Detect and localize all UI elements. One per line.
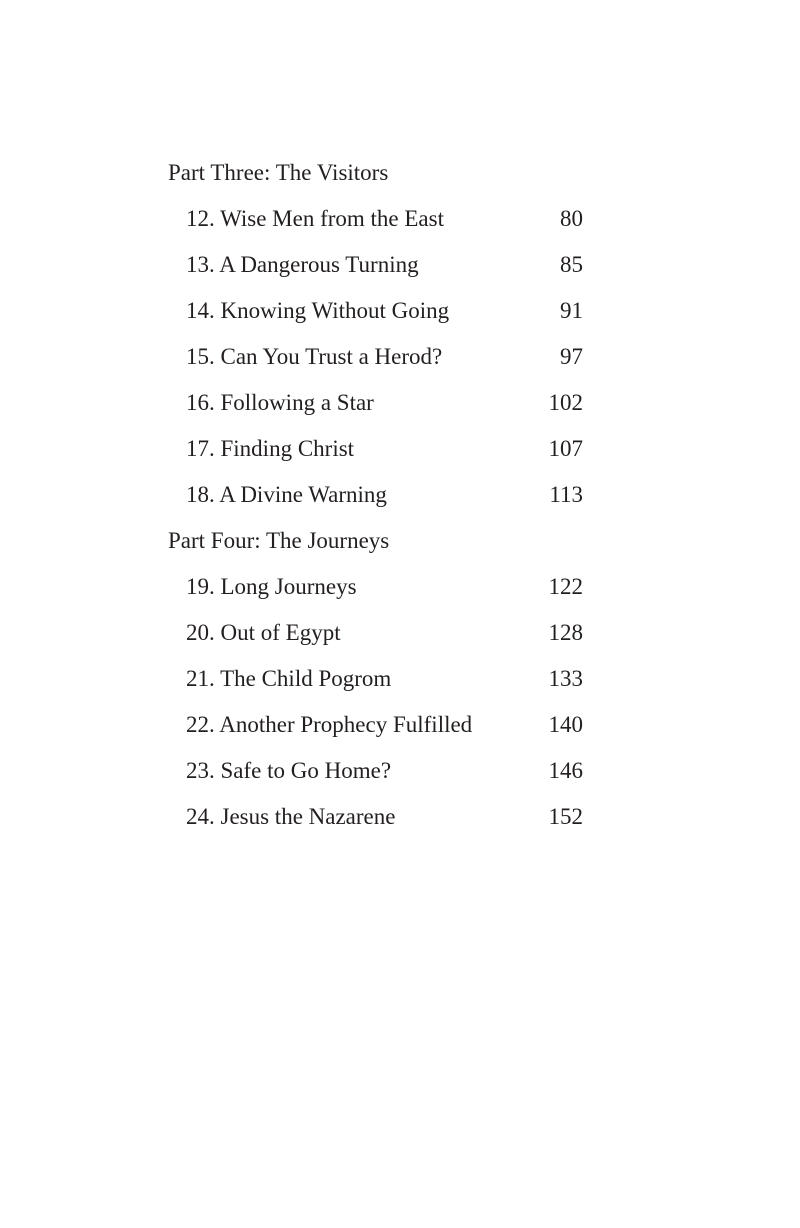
chapter-title: 18. A Divine Warning — [186, 482, 387, 507]
chapter-title: 14. Knowing Without Going — [186, 298, 450, 323]
page-number: 140 — [548, 712, 583, 737]
toc-entry — [168, 242, 583, 288]
toc-entry — [168, 472, 583, 518]
chapter-title: 21. The Child Pogrom — [186, 666, 392, 691]
page-number: 122 — [548, 574, 583, 599]
page-number: 85 — [560, 252, 583, 277]
part-heading: Part Four: The Journeys — [168, 528, 390, 553]
toc-entry — [168, 288, 583, 334]
toc-entry — [168, 426, 583, 472]
toc-entry — [168, 380, 583, 426]
toc-entry — [168, 794, 583, 840]
toc-entry — [168, 196, 583, 242]
page-number: 97 — [560, 344, 583, 369]
part-heading: Part Three: The Visitors — [168, 160, 389, 185]
page-number: 107 — [548, 436, 583, 461]
chapter-title: 17. Finding Christ — [186, 436, 355, 461]
chapter-title: 13. A Dangerous Turning — [186, 252, 419, 277]
page-number: 80 — [560, 206, 583, 231]
page-number: 152 — [548, 804, 583, 829]
toc-entry — [168, 334, 583, 380]
page-number: 102 — [548, 390, 583, 415]
page-number: 91 — [560, 298, 583, 323]
chapter-title: 19. Long Journeys — [186, 574, 357, 599]
toc-entry — [168, 702, 583, 748]
chapter-title: 22. Another Prophecy Fulfilled — [186, 712, 473, 737]
page-number: 146 — [548, 758, 583, 783]
chapter-title: 15. Can You Trust a Herod? — [186, 344, 443, 369]
toc-entry — [168, 564, 583, 610]
chapter-title: 16. Following a Star — [186, 390, 374, 415]
chapter-title: 12. Wise Men from the East — [186, 206, 444, 231]
toc-entry — [168, 656, 583, 702]
toc-entry — [168, 610, 583, 656]
chapter-title: 20. Out of Egypt — [186, 620, 341, 645]
chapter-title: 23. Safe to Go Home? — [186, 758, 392, 783]
page-number: 113 — [549, 482, 583, 507]
table-of-contents — [168, 150, 583, 840]
page-number: 133 — [548, 666, 583, 691]
page-number: 128 — [548, 620, 583, 645]
toc-entry — [168, 748, 583, 794]
chapter-title: 24. Jesus the Nazarene — [186, 804, 396, 829]
